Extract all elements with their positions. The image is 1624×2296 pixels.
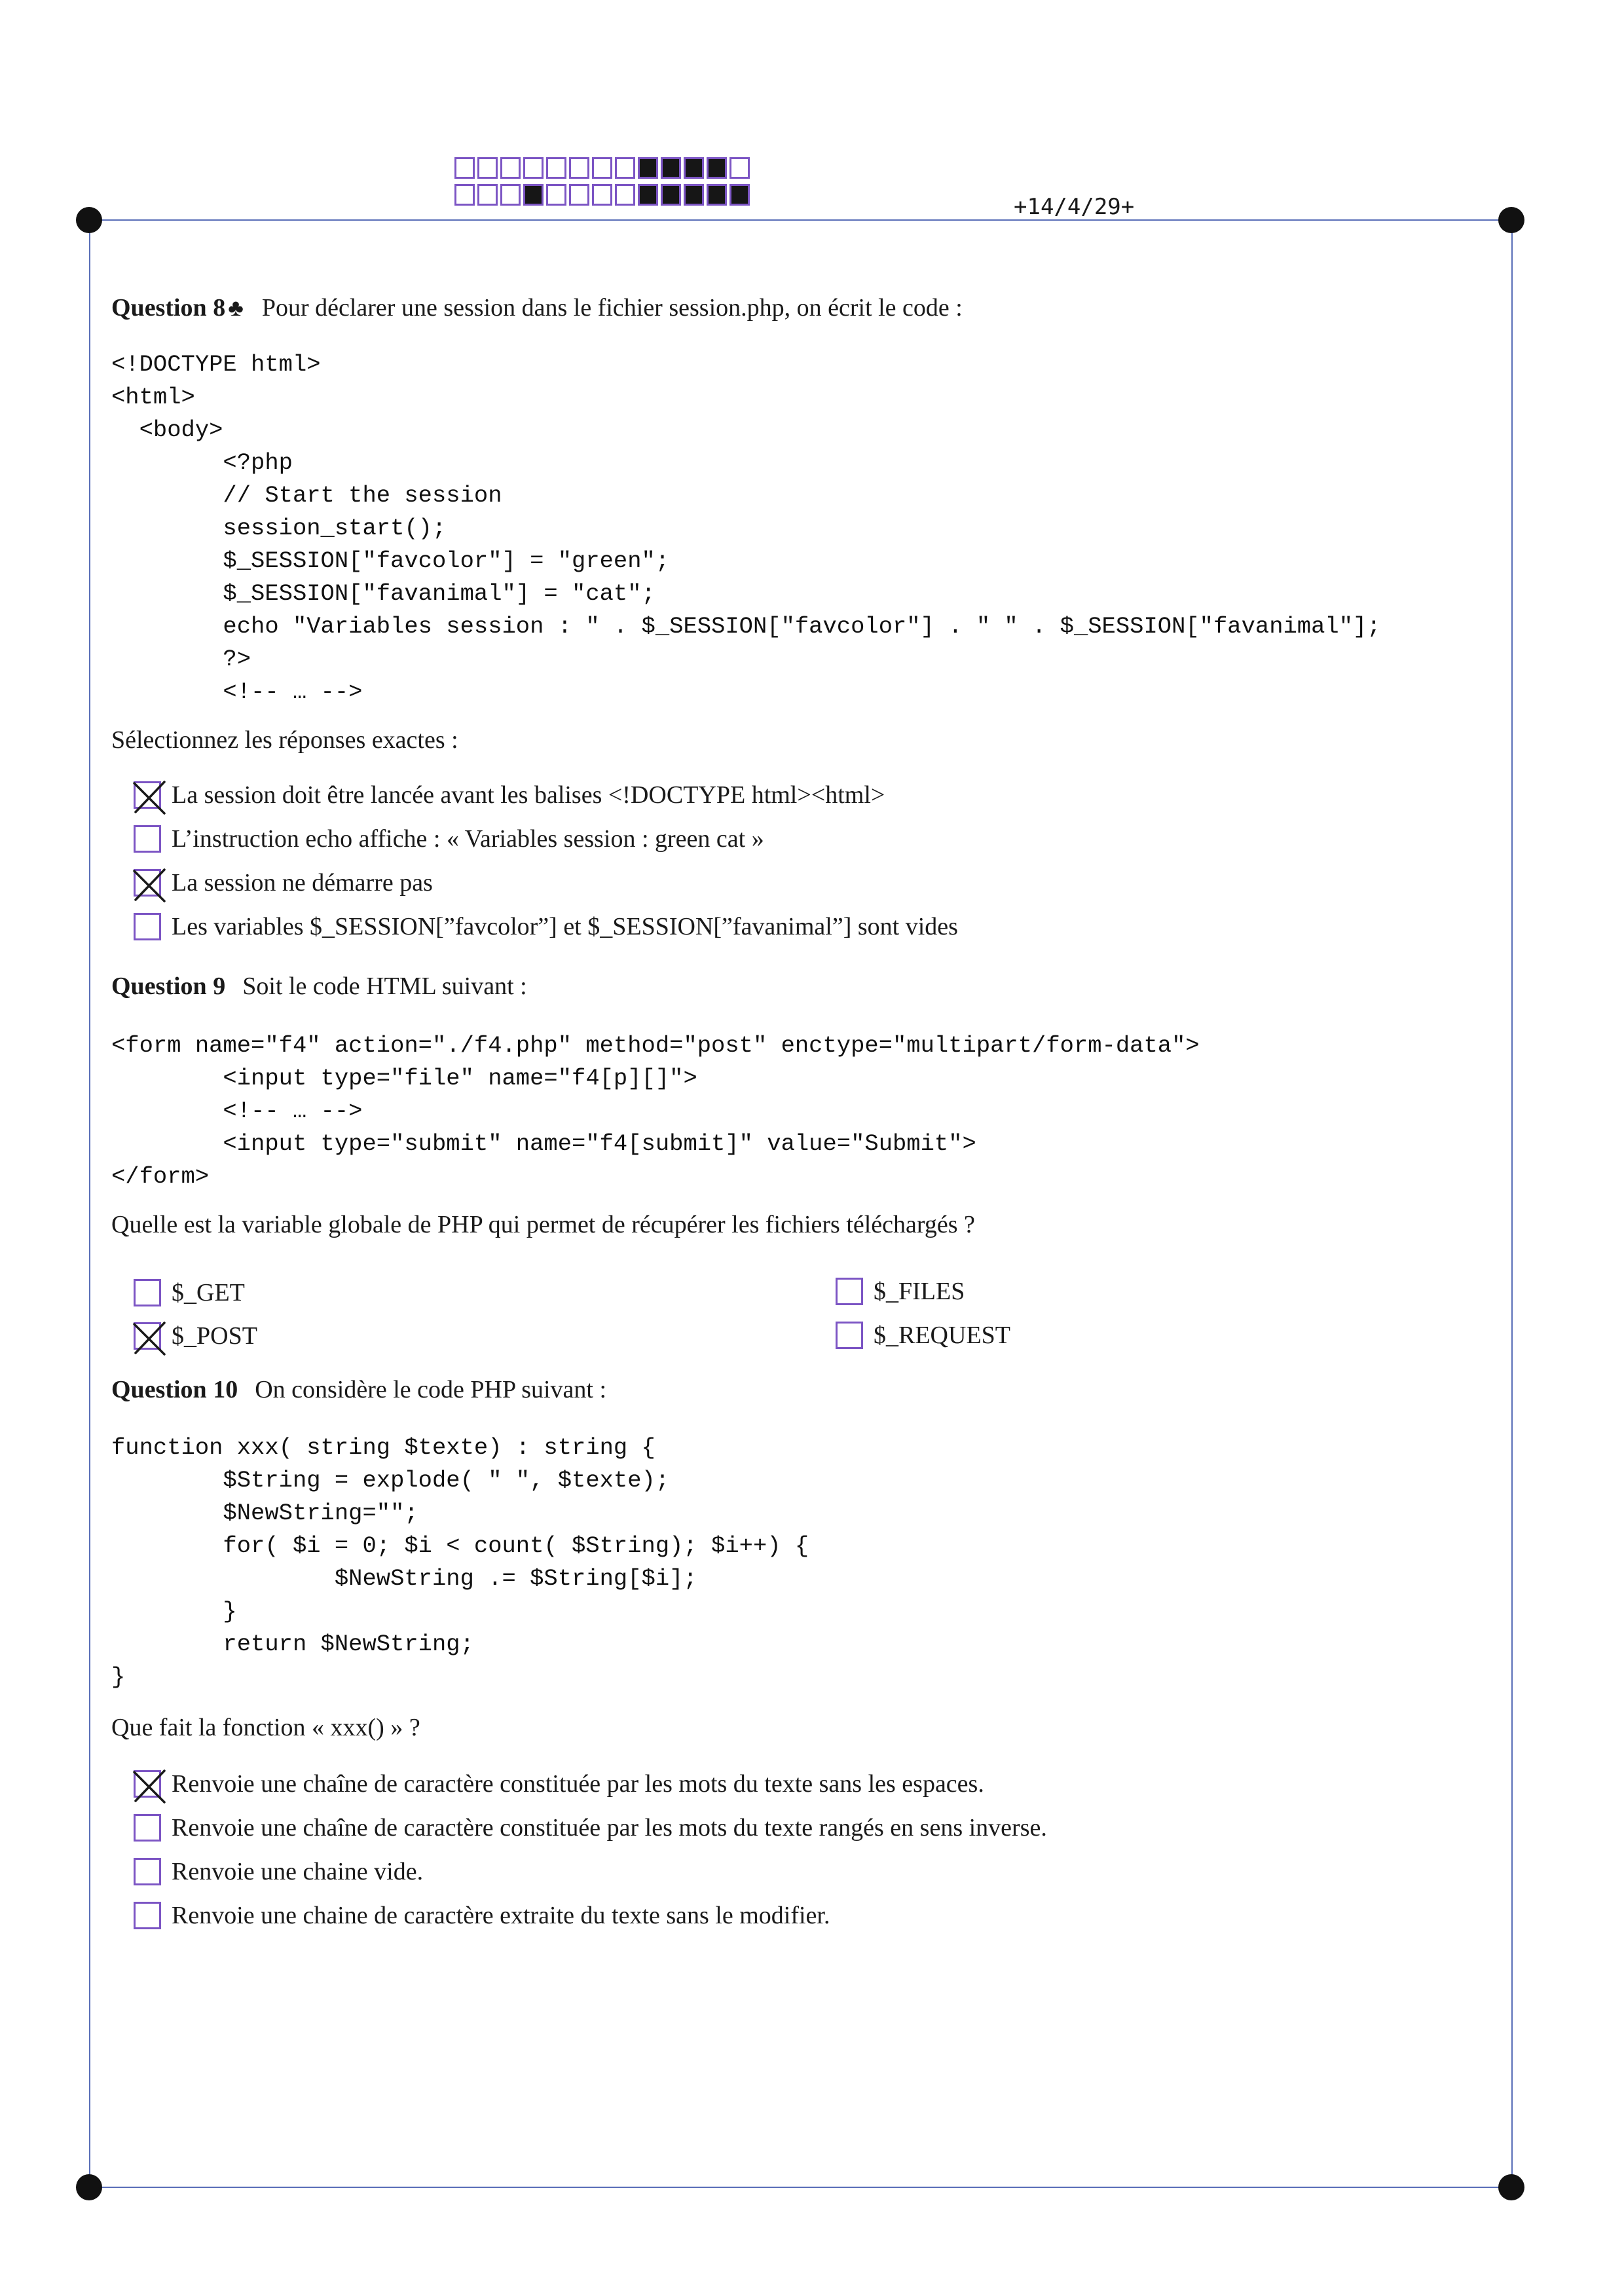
id-cell	[592, 157, 612, 179]
corner-mark-bottom-left	[76, 2174, 102, 2200]
id-cell	[684, 157, 704, 179]
question-8-label: Question 8	[111, 294, 226, 322]
q8-option-2[interactable]	[134, 822, 764, 856]
question-9-label: Question 9	[111, 972, 226, 1000]
checkbox-checked[interactable]	[134, 869, 161, 897]
checkbox[interactable]	[134, 1858, 161, 1885]
id-cell	[729, 184, 750, 206]
option-label: La session doit être lancée avant les balises <!DOCTYPE html><html>	[172, 781, 885, 809]
corner-mark-top-right	[1498, 207, 1524, 233]
id-cell	[454, 184, 475, 206]
checkbox-checked[interactable]	[134, 781, 161, 809]
id-cell	[707, 184, 727, 206]
id-cell	[500, 184, 521, 206]
id-cell	[592, 184, 612, 206]
cross-mark-icon	[132, 1320, 168, 1357]
id-row	[454, 157, 750, 179]
id-cell	[569, 184, 589, 206]
id-cell	[729, 157, 750, 179]
id-cell	[615, 157, 635, 179]
question-9-code: <form name="f4" action="./f4.php" method="post" enctype="multipart/form-data"> <input type="file" name="f4[p][]"> <!-- … --> <input type="submit" name="f4[submit]" value="Submit"> </form>	[111, 1032, 1200, 1190]
q10-option-3[interactable]	[134, 1855, 423, 1889]
cross-mark-icon	[132, 867, 168, 904]
frame-bottom-line	[89, 2187, 1513, 2188]
option-label: $_FILES	[874, 1278, 965, 1305]
question-9-prompt: Quelle est la variable globale de PHP qui permet de récupérer les fichiers téléchargés ?	[111, 1211, 975, 1238]
id-cell	[546, 184, 566, 206]
id-cell	[523, 157, 544, 179]
option-label: Renvoie une chaine de caractère extraite du texte sans le modifier.	[172, 1902, 830, 1929]
q8-option-1[interactable]	[134, 778, 885, 812]
id-cell	[707, 157, 727, 179]
id-cell	[546, 157, 566, 179]
student-id-grid	[454, 157, 750, 211]
option-label: Les variables $_SESSION[”favcolor”] et $_SESSION[”favanimal”] sont vides	[172, 913, 958, 940]
cross-mark-icon	[132, 1768, 168, 1805]
option-label: Renvoie une chaîne de caractère constituée par les mots du texte sans les espaces.	[172, 1770, 984, 1798]
id-cell	[477, 184, 498, 206]
page-code: +14/4/29+	[1014, 194, 1135, 220]
cross-mark-icon	[132, 779, 168, 816]
checkbox-checked[interactable]	[134, 1322, 161, 1350]
frame-right-line	[1511, 219, 1513, 2188]
question-8-prompt: Sélectionnez les réponses exactes :	[111, 726, 458, 754]
id-cell	[569, 157, 589, 179]
q8-option-3[interactable]	[134, 866, 433, 900]
question-8-header	[111, 293, 963, 322]
question-10-header	[111, 1375, 606, 1404]
frame-left-line	[89, 219, 90, 2188]
checkbox[interactable]	[836, 1322, 863, 1349]
option-label: $_POST	[172, 1322, 257, 1350]
id-cell	[615, 184, 635, 206]
question-10-code: function xxx( string $texte) : string { $String = explode( " ", $texte); $NewString=""; for( $i = 0; $i < count( $String); $i++) { $NewString .= $String[$i]; } return $NewString; }	[111, 1434, 809, 1690]
option-label: Renvoie une chaine vide.	[172, 1858, 424, 1885]
id-cell	[638, 184, 658, 206]
option-label: $_GET	[172, 1279, 245, 1306]
q9-option-files[interactable]	[836, 1274, 965, 1308]
id-row	[454, 184, 750, 206]
checkbox[interactable]	[836, 1278, 863, 1305]
id-cell	[661, 184, 681, 206]
corner-mark-top-left	[76, 207, 102, 233]
id-cell	[477, 157, 498, 179]
corner-mark-bottom-right	[1498, 2174, 1524, 2200]
id-cell	[500, 157, 521, 179]
q9-option-get[interactable]	[134, 1276, 245, 1310]
id-cell	[684, 184, 704, 206]
option-label: L’instruction echo affiche : « Variables session : green cat »	[172, 825, 764, 853]
q10-option-2[interactable]	[134, 1811, 1047, 1845]
id-cell	[661, 157, 681, 179]
question-9-header	[111, 972, 527, 1001]
q9-option-request[interactable]	[836, 1318, 1010, 1352]
q10-option-4[interactable]	[134, 1898, 830, 1933]
question-8-text: Pour déclarer une session dans le fichier session.php, on écrit le code :	[261, 294, 963, 322]
option-label: Renvoie une chaîne de caractère constituée par les mots du texte rangés en sens inverse.	[172, 1814, 1047, 1842]
id-cell	[638, 157, 658, 179]
checkbox[interactable]	[134, 1814, 161, 1842]
question-10-label: Question 10	[111, 1376, 238, 1403]
id-cell	[523, 184, 544, 206]
question-9-text: Soit le code HTML suivant :	[242, 972, 527, 1000]
checkbox[interactable]	[134, 825, 161, 853]
checkbox[interactable]	[134, 1902, 161, 1929]
question-8-code: <!DOCTYPE html> <html> <body> <?php // Start the session session_start(); $_SESSION["favcolor"] = "green"; $_SESSION["favanimal"] = "cat"; echo "Variables session : " . $_SESSION["favcolor"] . " " . $_SESSION["favanimal"]; ?> <!-- … -->	[111, 351, 1381, 705]
q8-option-4[interactable]	[134, 910, 958, 944]
option-label: $_REQUEST	[874, 1322, 1010, 1349]
id-cell	[454, 157, 475, 179]
question-10-text: On considère le code PHP suivant :	[255, 1376, 607, 1403]
checkbox-checked[interactable]	[134, 1770, 161, 1798]
option-label: La session ne démarre pas	[172, 869, 433, 897]
question-10-prompt: Que fait la fonction « xxx() » ?	[111, 1714, 420, 1741]
checkbox[interactable]	[134, 1279, 161, 1306]
q10-option-1[interactable]	[134, 1767, 984, 1801]
club-icon: ♣	[228, 295, 244, 321]
frame-top-line	[89, 219, 1513, 221]
q9-option-post[interactable]	[134, 1319, 257, 1353]
checkbox[interactable]	[134, 913, 161, 940]
